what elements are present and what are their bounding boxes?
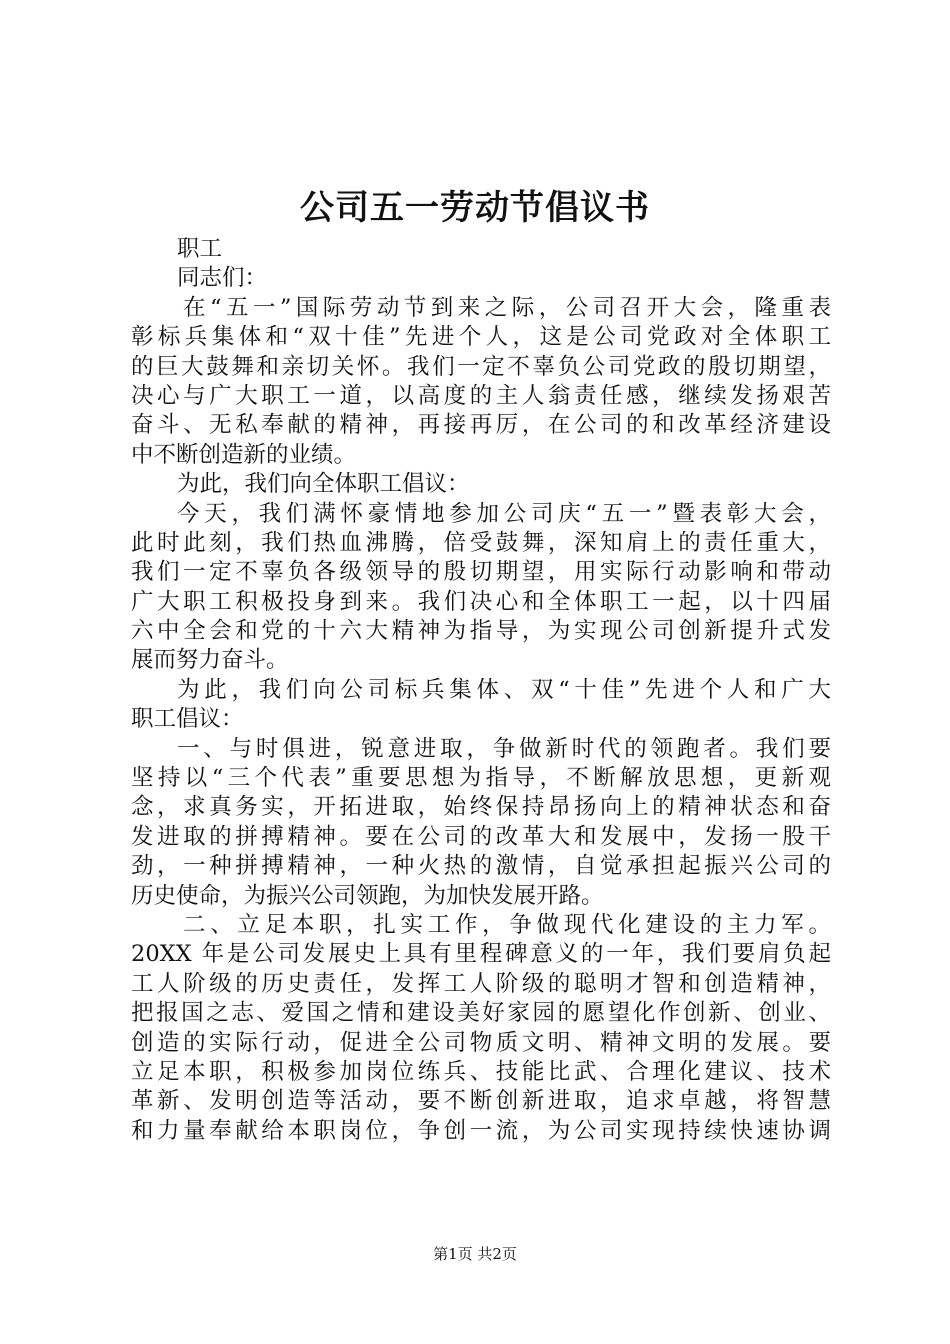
text-line: 工人阶级的历史责任，发挥工人阶级的聪明才智和创造精神， [131,970,831,997]
text-line: 彰标兵集体和“双十佳”先进个人，这是公司党政对全体职工 [131,324,831,351]
text-line: 六中全会和党的十六大精神为指导，为实现公司创新提升式发 [131,618,831,645]
text-line: 革新、发明创造等活动，要不断创新进取，追求卓越，将智慧 [131,1088,831,1115]
text-line: 职工倡议： [131,706,244,733]
document-body [131,235,831,1146]
text-line: 展而努力奋斗。 [131,647,289,674]
text-line: 中不断创造新的业绩。 [131,441,357,468]
text-line: 为此，我们向公司标兵集体、双“十佳”先进个人和广大 [177,676,831,703]
text-line: 为此，我们向全体职工倡议： [177,471,470,498]
text-line: 决心与广大职工一道，以高度的主人翁责任感，继续发扬艰苦 [131,382,831,409]
page-title: 公司五一劳动节倡议书 [300,188,650,228]
text-line: 发进取的拼搏精神。要在公司的改革大和发展中，发扬一股干 [131,823,831,850]
text-line: 我们一定不辜负各级领导的殷切期望，用实际行动影响和带动 [131,559,831,586]
text-line: 历史使命，为振兴公司领跑，为加快发展开路。 [131,882,604,909]
text-line: 在“五一”国际劳动节到来之际，公司召开大会，隆重表 [183,294,831,321]
text-line: 坚持以“三个代表”重要思想为指导，不断解放思想，更新观 [131,765,831,792]
page-number-footer: 第1页 共2页 [433,1245,517,1263]
text-line: 奋斗、无私奉献的精神，再接再厉，在公司的和改革经济建设 [131,412,831,439]
text-line: 的巨大鼓舞和亲切关怀。我们一定不辜负公司党政的殷切期望， [131,353,831,380]
text-line: 和力量奉献给本职岗位，争创一流，为公司实现持续快速协调 [131,1117,831,1144]
text-line: 二、立足本职，扎实工作，争做现代化建设的主力军。 [183,911,831,938]
text-line: 广大职工积极投身到来。我们决心和全体职工一起，以十四届 [131,588,831,615]
text-line: 此时此刻，我们热血沸腾，倍受鼓舞，深知肩上的责任重大， [131,529,831,556]
text-line: 劲，一种拼搏精神，一种火热的激情，自觉承担起振兴公司的 [131,853,831,880]
text-line: 创造的实际行动，促进全公司物质文明、精神文明的发展。要 [131,1029,831,1056]
text-line: 把报国之志、爱国之情和建设美好家园的愿望化作创新、创业、 [131,1000,831,1027]
text-line: 立足本职，积极参加岗位练兵、技能比武、合理化建议、技术 [131,1058,831,1085]
text-line: 20XX 年是公司发展史上具有里程碑意义的一年，我们要肩负起 [131,941,831,968]
text-line: 念，求真务实，开拓进取，始终保持昂扬向上的精神状态和奋 [131,794,831,821]
text-line: 职工 [177,236,223,262]
text-line: 今天，我们满怀豪情地参加公司庆“五一”暨表彰大会， [177,500,831,527]
text-line: 同志们： [177,265,268,292]
text-line: 一、与时俱进，锐意进取，争做新时代的领跑者。我们要 [177,735,831,762]
